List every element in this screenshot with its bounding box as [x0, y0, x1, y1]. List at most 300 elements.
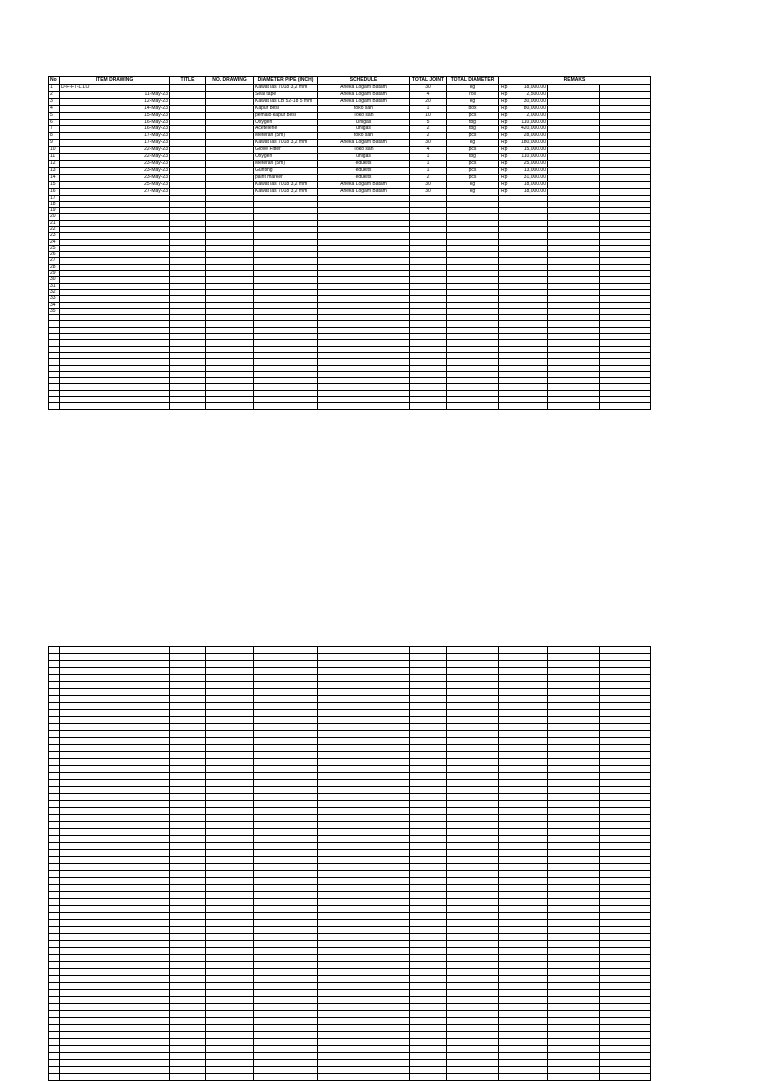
empty-cell — [447, 801, 499, 808]
row-number: 18 — [49, 201, 60, 207]
empty-cell — [170, 843, 206, 850]
empty-cell — [499, 668, 548, 675]
empty-cell — [600, 955, 651, 962]
empty-cell — [254, 689, 318, 696]
empty-cell — [410, 787, 447, 794]
empty-cell — [600, 403, 651, 409]
empty-cell — [318, 1053, 410, 1060]
empty-cell — [170, 745, 206, 752]
empty-cell — [410, 843, 447, 850]
price-wrap — [500, 113, 546, 119]
empty-cell — [410, 1074, 447, 1081]
remarks-price-cell — [499, 112, 548, 119]
empty-cell — [60, 983, 170, 990]
diameter-cell: Glove Fitter — [254, 147, 318, 154]
empty-cell — [206, 836, 254, 843]
empty-cell — [60, 654, 170, 661]
remarks-cell — [600, 85, 651, 92]
empty-cell — [410, 738, 447, 745]
empty-cell — [499, 815, 548, 822]
empty-cell — [447, 1032, 499, 1039]
empty-cell — [410, 948, 447, 955]
row-number: 17 — [49, 195, 60, 201]
empty-cell — [600, 703, 651, 710]
empty-cell — [548, 1074, 600, 1081]
diameter-cell: paint marker — [254, 174, 318, 181]
empty-cell — [60, 815, 170, 822]
empty-cell — [447, 773, 499, 780]
empty-cell — [49, 892, 60, 899]
empty-cell — [254, 955, 318, 962]
empty-cell — [254, 759, 318, 766]
remarks-price-cell — [499, 167, 548, 174]
empty-cell — [447, 941, 499, 948]
empty-cell — [60, 829, 170, 836]
empty-cell — [499, 689, 548, 696]
empty-cell — [600, 1025, 651, 1032]
empty-cell — [499, 766, 548, 773]
empty-cell — [206, 815, 254, 822]
empty-cell — [49, 1011, 60, 1018]
empty-cell — [206, 1004, 254, 1011]
title-cell — [170, 98, 206, 105]
table-row — [49, 731, 651, 738]
empty-cell — [499, 857, 548, 864]
empty-cell — [410, 1011, 447, 1018]
empty-cell — [548, 892, 600, 899]
empty-cell — [206, 766, 254, 773]
empty-cell — [600, 717, 651, 724]
table-row — [49, 675, 651, 682]
remarks-cell — [600, 119, 651, 126]
empty-cell — [548, 990, 600, 997]
table-row — [49, 717, 651, 724]
row-number: 13 — [49, 167, 60, 174]
table-row — [49, 661, 651, 668]
no-drawing-cell — [206, 85, 254, 92]
total-joint-cell: 30 — [410, 85, 447, 92]
empty-cell — [318, 815, 410, 822]
title-cell — [170, 174, 206, 181]
empty-cell — [318, 850, 410, 857]
empty-cell — [60, 731, 170, 738]
empty-cell — [206, 787, 254, 794]
empty-cell — [499, 696, 548, 703]
empty-cell — [318, 983, 410, 990]
total-diameter-cell: box — [447, 105, 499, 112]
empty-cell — [170, 822, 206, 829]
empty-cell — [600, 1039, 651, 1046]
empty-cell — [49, 724, 60, 731]
empty-cell — [499, 913, 548, 920]
empty-cell — [410, 976, 447, 983]
empty-cell — [170, 857, 206, 864]
empty-cell — [49, 913, 60, 920]
remarks-cell — [600, 140, 651, 147]
empty-cell — [170, 871, 206, 878]
remarks-cell — [600, 91, 651, 98]
empty-cell — [170, 787, 206, 794]
no-drawing-cell — [206, 140, 254, 147]
remarks-price-cell — [499, 181, 548, 188]
empty-cell — [447, 843, 499, 850]
table-row — [49, 1025, 651, 1032]
empty-cell — [254, 913, 318, 920]
empty-cell — [318, 403, 410, 409]
item-drawing-cell: 23-May-23 — [60, 160, 170, 167]
empty-cell — [600, 1074, 651, 1081]
remarks-price-cell — [499, 154, 548, 161]
empty-cell — [60, 892, 170, 899]
empty-cell — [447, 689, 499, 696]
empty-cell — [170, 969, 206, 976]
no-drawing-cell — [206, 126, 254, 133]
empty-cell — [499, 703, 548, 710]
empty-cell — [318, 927, 410, 934]
empty-cell — [254, 836, 318, 843]
table-row — [49, 955, 651, 962]
empty-cell — [318, 703, 410, 710]
empty-cell — [206, 857, 254, 864]
empty-cell — [254, 794, 318, 801]
empty-cell — [60, 962, 170, 969]
empty-cell — [170, 661, 206, 668]
empty-cell — [170, 990, 206, 997]
row-number: 23 — [49, 233, 60, 239]
empty-cell — [600, 745, 651, 752]
empty-cell — [60, 948, 170, 955]
empty-cell — [60, 955, 170, 962]
price-value: 18,000.00 — [523, 84, 546, 90]
empty-cell — [410, 920, 447, 927]
empty-cell — [318, 1011, 410, 1018]
price-value: 80,000.00 — [523, 105, 546, 111]
remarks-cell — [600, 98, 651, 105]
remarks-cell — [548, 119, 600, 126]
empty-cell — [318, 1060, 410, 1067]
empty-cell — [254, 934, 318, 941]
total-diameter-cell: kg — [447, 85, 499, 92]
empty-cell — [318, 773, 410, 780]
empty-cell — [170, 815, 206, 822]
empty-cell — [49, 731, 60, 738]
table-row — [49, 850, 651, 857]
empty-cell — [206, 731, 254, 738]
empty-cell — [499, 878, 548, 885]
empty-cell — [318, 731, 410, 738]
empty-cell — [600, 857, 651, 864]
empty-cell — [318, 955, 410, 962]
price-value: 25,000.00 — [523, 160, 546, 166]
empty-cell — [410, 822, 447, 829]
empty-cell — [447, 647, 499, 654]
header-schedule: SCHEDULE — [318, 77, 410, 85]
empty-cell — [170, 654, 206, 661]
empty-cell — [254, 969, 318, 976]
schedule-cell: unigas — [318, 154, 410, 161]
empty-cell — [410, 801, 447, 808]
empty-cell — [548, 836, 600, 843]
empty-cell — [447, 857, 499, 864]
empty-cell — [49, 878, 60, 885]
empty-cell — [170, 759, 206, 766]
title-cell — [170, 167, 206, 174]
empty-cell — [206, 675, 254, 682]
table-row — [49, 682, 651, 689]
empty-cell — [548, 780, 600, 787]
empty-cell — [60, 717, 170, 724]
empty-cell — [254, 675, 318, 682]
empty-cell — [49, 403, 60, 409]
empty-cell — [170, 780, 206, 787]
empty-cell — [60, 745, 170, 752]
total-diameter-cell: tbg — [447, 119, 499, 126]
empty-cell — [410, 1060, 447, 1067]
empty-cell — [60, 703, 170, 710]
empty-cell — [49, 941, 60, 948]
table-row — [49, 752, 651, 759]
empty-cell — [447, 983, 499, 990]
empty-cell — [170, 1060, 206, 1067]
empty-cell — [548, 871, 600, 878]
price-wrap — [500, 85, 546, 91]
empty-cell — [600, 689, 651, 696]
title-cell — [170, 181, 206, 188]
remarks-cell — [600, 154, 651, 161]
empty-cell — [206, 913, 254, 920]
row-number: 33 — [49, 296, 60, 302]
empty-cell — [410, 710, 447, 717]
empty-cell — [318, 738, 410, 745]
empty-cell — [60, 661, 170, 668]
empty-cell — [548, 647, 600, 654]
empty-cell — [600, 696, 651, 703]
empty-cell — [410, 857, 447, 864]
title-cell — [170, 154, 206, 161]
header-total-diameter: TOTAL DIAMETER — [447, 77, 499, 85]
empty-cell — [499, 724, 548, 731]
empty-cell — [254, 808, 318, 815]
empty-cell — [410, 1018, 447, 1025]
empty-cell — [499, 773, 548, 780]
empty-cell — [600, 752, 651, 759]
table-row — [49, 1046, 651, 1053]
empty-cell — [49, 864, 60, 871]
empty-cell — [499, 794, 548, 801]
total-joint-cell: 1 — [410, 160, 447, 167]
empty-cell — [600, 997, 651, 1004]
price-wrap — [500, 147, 546, 153]
diameter-cell: Kawat las 7018 3,2 mm — [254, 188, 318, 195]
table-row — [49, 899, 651, 906]
empty-cell — [206, 1032, 254, 1039]
empty-cell — [49, 1025, 60, 1032]
row-number: 34 — [49, 302, 60, 308]
item-drawing-cell: 15-May-23 — [60, 112, 170, 119]
empty-cell — [600, 654, 651, 661]
schedule-cell: Toko san — [318, 112, 410, 119]
empty-cell — [206, 647, 254, 654]
empty-cell — [318, 752, 410, 759]
empty-cell — [318, 717, 410, 724]
schedule-cell: unigas — [318, 126, 410, 133]
empty-cell — [254, 717, 318, 724]
schedule-cell: edukits — [318, 174, 410, 181]
empty-cell — [170, 976, 206, 983]
empty-cell — [410, 850, 447, 857]
empty-cell — [600, 850, 651, 857]
empty-cell — [447, 1004, 499, 1011]
empty-cell — [499, 738, 548, 745]
empty-cell — [60, 850, 170, 857]
empty-cell — [60, 403, 170, 409]
table-row — [49, 1053, 651, 1060]
table-row — [49, 119, 651, 126]
empty-cell — [410, 815, 447, 822]
empty-cell — [318, 822, 410, 829]
empty-cell — [60, 752, 170, 759]
diameter-cell: Kawat las LB 52-18 5 mm — [254, 98, 318, 105]
table-row — [49, 871, 651, 878]
empty-cell — [170, 983, 206, 990]
empty-cell — [170, 675, 206, 682]
empty-cell — [600, 794, 651, 801]
empty-cell — [170, 403, 206, 409]
row-number: 6 — [49, 119, 60, 126]
remarks-cell — [548, 147, 600, 154]
empty-cell — [60, 696, 170, 703]
table-row — [49, 857, 651, 864]
empty-cell — [170, 829, 206, 836]
empty-cell — [254, 1039, 318, 1046]
empty-cell — [548, 829, 600, 836]
row-number: 25 — [49, 245, 60, 251]
price-wrap — [500, 189, 546, 195]
empty-cell — [499, 801, 548, 808]
empty-cell — [254, 682, 318, 689]
empty-cell — [600, 787, 651, 794]
empty-cell — [600, 927, 651, 934]
table-row — [49, 941, 651, 948]
price-value: 2,500.00 — [526, 91, 546, 97]
empty-cell — [499, 1011, 548, 1018]
empty-cell — [254, 878, 318, 885]
empty-cell — [49, 682, 60, 689]
schedule-cell: edukits — [318, 160, 410, 167]
diameter-cell: Oxygen — [254, 119, 318, 126]
empty-cell — [170, 794, 206, 801]
empty-cell — [499, 808, 548, 815]
price-wrap — [500, 161, 546, 167]
total-diameter-cell: kg — [447, 181, 499, 188]
empty-cell — [600, 647, 651, 654]
empty-cell — [49, 689, 60, 696]
remarks-price-cell — [499, 119, 548, 126]
total-joint-cell: 30 — [410, 140, 447, 147]
empty-cell — [318, 682, 410, 689]
empty-cell — [206, 759, 254, 766]
row-number: 21 — [49, 220, 60, 226]
empty-cell — [410, 682, 447, 689]
empty-cell — [170, 927, 206, 934]
empty-cell — [206, 850, 254, 857]
empty-cell — [447, 403, 499, 409]
empty-cell — [410, 752, 447, 759]
empty-cell — [410, 689, 447, 696]
currency-label: Rp — [501, 132, 508, 139]
empty-cell — [318, 808, 410, 815]
remarks-price-cell — [499, 188, 548, 195]
empty-cell — [318, 829, 410, 836]
empty-cell — [206, 997, 254, 1004]
no-drawing-cell — [206, 98, 254, 105]
empty-cell — [318, 948, 410, 955]
empty-cell — [410, 983, 447, 990]
empty-cell — [548, 1025, 600, 1032]
empty-cell — [410, 906, 447, 913]
empty-cell — [447, 822, 499, 829]
empty-cell — [499, 920, 548, 927]
no-drawing-cell — [206, 119, 254, 126]
table-row — [49, 668, 651, 675]
price-value: 30,000.00 — [523, 98, 546, 104]
header-row — [49, 77, 651, 85]
empty-cell — [318, 1067, 410, 1074]
empty-cell — [499, 871, 548, 878]
empty-cell — [60, 689, 170, 696]
empty-cell — [548, 1067, 600, 1074]
empty-cell — [206, 794, 254, 801]
schedule-cell: edukits — [318, 167, 410, 174]
empty-cell — [318, 689, 410, 696]
empty-cell — [170, 731, 206, 738]
empty-cell — [170, 696, 206, 703]
diameter-cell: pemalo kapur besi — [254, 112, 318, 119]
empty-cell — [318, 794, 410, 801]
empty-cell — [318, 654, 410, 661]
table-row — [49, 815, 651, 822]
no-drawing-cell — [206, 133, 254, 140]
empty-cell — [548, 955, 600, 962]
empty-cell — [254, 822, 318, 829]
item-drawing-cell: 14-May-23 — [60, 105, 170, 112]
empty-cell — [447, 696, 499, 703]
empty-cell — [318, 787, 410, 794]
empty-cell — [410, 1004, 447, 1011]
empty-cell — [600, 808, 651, 815]
title-cell — [170, 91, 206, 98]
empty-cell — [60, 801, 170, 808]
empty-cell — [447, 1060, 499, 1067]
empty-cell — [548, 1053, 600, 1060]
empty-cell — [170, 710, 206, 717]
price-wrap — [500, 92, 546, 98]
currency-label: Rp — [501, 167, 508, 173]
empty-cell — [499, 1067, 548, 1074]
empty-cell — [410, 661, 447, 668]
empty-cell — [206, 962, 254, 969]
empty-cell — [254, 745, 318, 752]
empty-cell — [60, 878, 170, 885]
empty-cell — [318, 885, 410, 892]
schedule-cell: Aneka Logam Batam — [318, 140, 410, 147]
empty-cell — [318, 871, 410, 878]
empty-cell — [318, 1004, 410, 1011]
empty-cell — [49, 843, 60, 850]
total-diameter-cell: tbg — [447, 126, 499, 133]
empty-cell — [49, 955, 60, 962]
remarks-cell — [548, 154, 600, 161]
